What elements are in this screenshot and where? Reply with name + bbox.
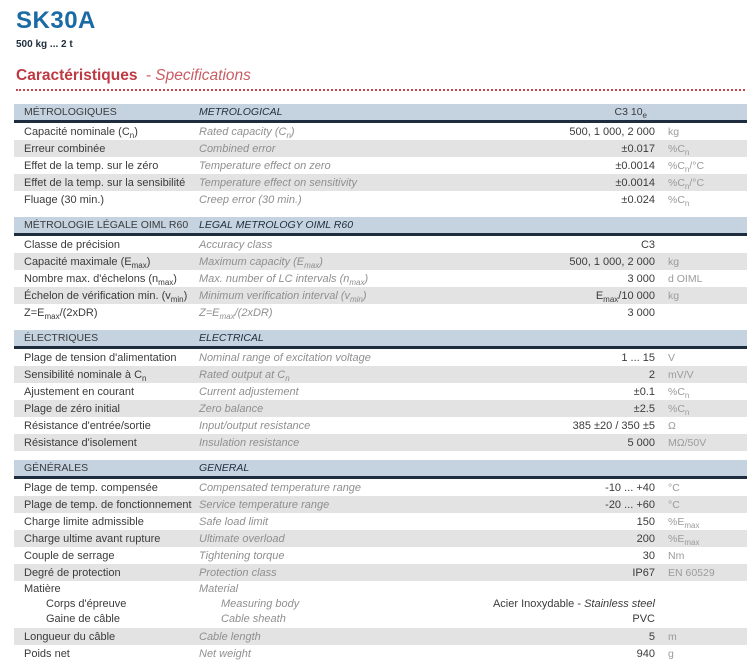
section-header-row (14, 460, 747, 479)
spec-row (14, 123, 747, 140)
row-label-fr: Effet de la temp. sur la sensibilité (24, 176, 186, 189)
section-title-fr: MÉTROLOGIE LÉGALE OIML R60 (24, 219, 189, 231)
specifications-heading (16, 67, 745, 91)
spec-row (14, 530, 747, 547)
row-unit: MΩ/50V (668, 436, 707, 449)
spec-row (14, 191, 747, 208)
row-value: 500, 1 000, 2 000 (569, 255, 655, 268)
section-header-row (14, 217, 747, 236)
row-label-fr: Échelon de vérification min. $(v_{min})$ (24, 289, 188, 304)
row-value: C3 (640, 238, 655, 251)
row-value: 3 000 (627, 306, 655, 319)
spec-row (14, 628, 747, 645)
row-label-fr: Poids net (24, 647, 70, 660)
row-unit: $\%C_n$ (668, 402, 690, 417)
row-label-fr: Degré de protection (24, 566, 121, 579)
specifications-heading-en: - Specifications (145, 67, 251, 84)
row-label-en: Compensated temperature range (199, 481, 362, 494)
row-label-en: Safe load limit (199, 515, 269, 528)
row-label-fr: Fluage (30 min.) (24, 193, 105, 206)
row-unit: $\%E_{max}$ (668, 515, 700, 530)
row-unit: $\%C_n$ (668, 193, 690, 208)
spec-row (14, 157, 747, 174)
spec-section (14, 217, 747, 321)
row-label-fr: Capacité nominale $(C_n)$ (24, 125, 138, 140)
row-label-fr: Plage de tension d'alimentation (24, 351, 177, 364)
row-label-en: Temperature effect on zero (199, 159, 331, 172)
section-title-en: LEGAL METROLOGY OIML R60 (199, 219, 354, 231)
spec-row (14, 366, 747, 383)
row-label-en: Temperature effect on sensitivity (199, 176, 357, 189)
row-label-en: $Z=E_{max}/(2xDR)$ (199, 306, 273, 321)
row-label-fr: Longueur du câble (24, 630, 116, 643)
spec-row (14, 400, 747, 417)
row-unit: kg (668, 125, 680, 138)
row-sublabel-fr: Gaine de câble (46, 613, 120, 625)
row-label-fr: Ajustement en courant (24, 385, 135, 398)
row-label-en: Zero balance (199, 402, 264, 415)
spec-tables (14, 104, 747, 662)
section-header-row (14, 104, 747, 123)
row-label-fr: Plage de zéro initial (24, 402, 121, 415)
row-value: ±0.0014 (615, 159, 655, 172)
spec-row (14, 496, 747, 513)
row-label-fr: Effet de la temp. sur le zéro (24, 159, 159, 172)
spec-row (14, 304, 747, 321)
row-label-fr: $Z=E_{max}/(2xDR)$ (24, 306, 98, 321)
row-value (469, 582, 659, 627)
row-value: 5 (648, 630, 655, 643)
spec-row (14, 581, 747, 628)
row-unit: Nm (668, 549, 685, 562)
spec-row (14, 349, 747, 366)
row-unit: d OIML (668, 272, 703, 285)
row-value: ±0.024 (621, 193, 655, 206)
section-title-en: METROLOGICAL (199, 106, 283, 118)
row-value: 500, 1 000, 2 000 (569, 125, 655, 138)
row-label-en: Material Measuring body Cable sheath (199, 582, 469, 627)
spec-row (14, 479, 747, 496)
row-unit: Ω (668, 419, 676, 432)
row-value: ±0.1 (633, 385, 655, 398)
row-label-en: Insulation resistance (199, 436, 300, 449)
row-label-fr: Résistance d'entrée/sortie (24, 419, 151, 432)
row-unit: $\%C_n/^\circ C$ (668, 159, 705, 174)
row-unit: $\%E_{max}$ (668, 532, 700, 547)
spec-row (14, 140, 747, 157)
section-title-en: GENERAL (199, 462, 250, 474)
spec-row (14, 287, 747, 304)
row-value: 200 (636, 532, 655, 545)
row-label-en: Creep error (30 min.) (199, 193, 302, 206)
row-label-fr: Erreur combinée (24, 142, 106, 155)
row-value: ±0.017 (621, 142, 655, 155)
row-label-en: Tightening torque (199, 549, 285, 562)
spec-row (14, 564, 747, 581)
spec-section (14, 104, 747, 208)
row-unit: kg (668, 289, 680, 302)
spec-row (14, 417, 747, 434)
row-value: 3 000 (627, 272, 655, 285)
row-label-en: Rated output at $C_n$ (199, 368, 290, 383)
row-label-en: Service temperature range (199, 498, 330, 511)
row-label-en: Minimum verification interval $(v_{min})$ (199, 289, 367, 304)
row-unit: $\%C_n$ (668, 385, 690, 400)
row-label-fr: Résistance d'isolement (24, 436, 137, 449)
row-label-fr: Charge limite admissible (24, 515, 144, 528)
section-title-fr: GÉNÉRALES (24, 462, 89, 474)
row-unit: g (668, 647, 674, 660)
row-value: 385 ±20 / 350 ±5 (572, 419, 655, 432)
row-unit: $\%C_n/^\circ C$ (668, 176, 705, 191)
row-label-en: Accuracy class (199, 238, 273, 251)
row-label-en: Input/output resistance (199, 419, 311, 432)
masthead (0, 8, 747, 50)
spec-row (14, 513, 747, 530)
row-value: -10 ... +40 (605, 481, 655, 494)
spec-row (14, 434, 747, 451)
capacity-range: 500 kg ... 2 t (16, 39, 73, 50)
row-value: 940 (636, 647, 655, 660)
row-label-fr: Plage de temp. compensée (24, 481, 158, 494)
row-unit: EN 60529 (668, 566, 715, 579)
spec-section (14, 330, 747, 451)
row-unit: V (668, 351, 676, 364)
row-label-fr: Capacité maximale $(E_{max})$ (24, 255, 151, 270)
row-value: $E_{max}/10$ 000 (595, 289, 655, 304)
row-label-en: Rated capacity $(C_n)$ (199, 125, 295, 140)
row-label-fr: Classe de précision (24, 238, 120, 251)
row-value: ±2.5 (633, 402, 655, 415)
row-sublabel-en: Measuring body (221, 598, 300, 610)
row-unit: mV/V (668, 368, 694, 381)
specifications-heading-fr: Caractéristiques (16, 67, 138, 84)
row-label-fr: Plage de temp. de fonctionnement (24, 498, 192, 511)
row-sublabel-en: Cable sheath (221, 613, 286, 625)
section-header-value: C3 $10_e$ (614, 106, 647, 121)
row-label-en: Ultimate overload (199, 532, 285, 545)
row-label-en: Combined error (199, 142, 276, 155)
spec-row (14, 253, 747, 270)
spec-row (14, 270, 747, 287)
row-sublabel-fr: Corps d'épreuve (46, 598, 127, 610)
row-value: 150 (636, 515, 655, 528)
row-unit: kg (668, 255, 680, 268)
row-label-en: Maximum capacity $(E_{max})$ (199, 255, 323, 270)
row-label-en: Max. number of LC intervals $(n_{max})$ (199, 272, 369, 287)
row-value: 2 (648, 368, 655, 381)
row-unit: $\%C_n$ (668, 142, 690, 157)
row-value: 1 ... 15 (621, 351, 655, 364)
row-label-fr: Charge ultime avant rupture (24, 532, 161, 545)
row-label-fr: Couple de serrage (24, 549, 115, 562)
row-value: -20 ... +60 (605, 498, 655, 511)
spec-row (14, 236, 747, 253)
row-label-en: Current adjustement (199, 385, 299, 398)
row-value: IP67 (632, 566, 655, 579)
row-label-en: Net weight (199, 647, 251, 660)
section-title-en: ELECTRICAL (199, 332, 264, 344)
row-label-fr: Matière Corps d'épreuve Gaine de câble (14, 582, 199, 627)
row-subvalue: Acier Inoxydable - Stainless steel (492, 598, 655, 610)
row-label-fr: Nombre max. d'échelons $(n_{max})$ (24, 272, 177, 287)
row-value: 5 000 (627, 436, 655, 449)
row-label-en: Protection class (199, 566, 277, 579)
row-label-en: Cable length (199, 630, 261, 643)
row-label-en: Nominal range of excitation voltage (199, 351, 371, 364)
section-title-fr: MÉTROLOGIQUES (24, 106, 117, 118)
spec-row (14, 547, 747, 564)
product-title: SK30A (16, 7, 96, 34)
section-header-row (14, 330, 747, 349)
spec-row (14, 645, 747, 662)
row-unit: m (668, 630, 677, 643)
row-label-fr: Sensibilité nominale à $C_n$ (24, 368, 147, 383)
spec-row (14, 174, 747, 191)
row-subvalue: PVC (632, 613, 655, 625)
row-value: ±0.0014 (615, 176, 655, 189)
section-title-fr: ÉLECTRIQUES (24, 332, 99, 344)
row-unit: °C (668, 481, 680, 494)
row-value: 30 (642, 549, 655, 562)
spec-section (14, 460, 747, 662)
spec-row (14, 383, 747, 400)
row-unit: °C (668, 498, 680, 511)
